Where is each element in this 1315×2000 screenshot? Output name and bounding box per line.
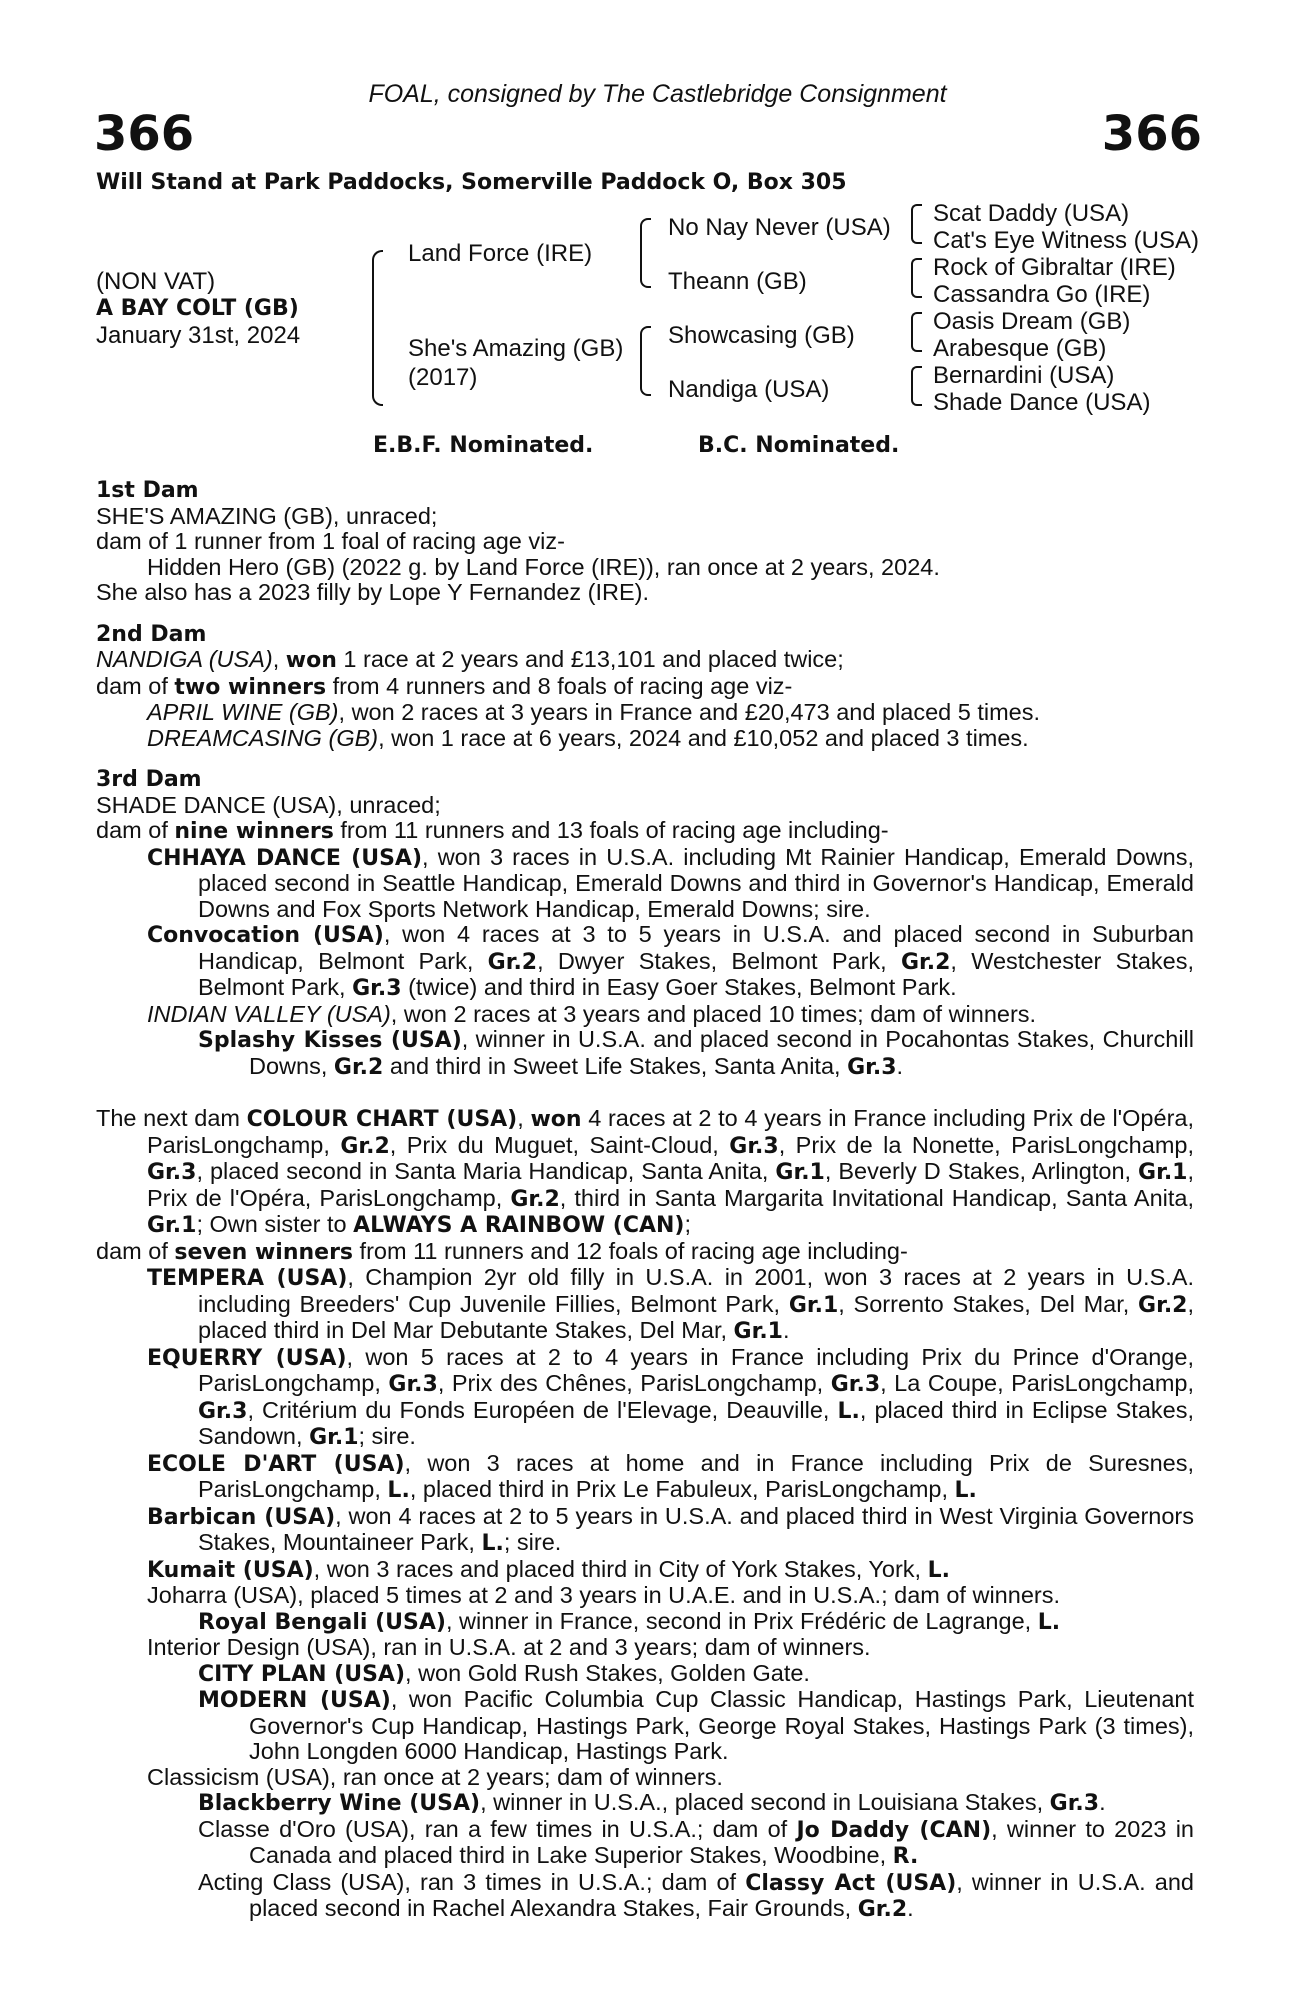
catalogue-body — [96, 478, 1194, 1923]
next-dam-classe-doro: Classe d'Oro (USA), ran a few times in U.S.A.; dam of Jo Daddy (CAN), winner to 2023 in Canada and placed third in Lake Superior Stakes, Woodbine, R. — [198, 1815, 1194, 1869]
first-dam-heading: 1st Dam — [96, 478, 199, 503]
next-dam-interior-design: Interior Design (USA), ran in U.S.A. at 2 and 3 years; dam of winners. — [147, 1634, 871, 1660]
stand-location: Will Stand at Park Paddocks, Somerville Paddock O, Box 305 — [96, 170, 847, 195]
third-dam-splashy-kisses: Splashy Kisses (USA), winner in U.S.A. and placed second in Pocahontas Stakes, Churchill Downs, Gr.2 and third in Sweet Life Stakes, Santa Anita, Gr.3. — [198, 1026, 1194, 1080]
third-dam-chhaya-dance: CHHAYA DANCE (USA), won 3 races in U.S.A. including Mt Rainier Handicap, Emerald Downs, placed second in Seattle Handicap, Emerald Downs and third in Governor's Handicap, Emerald Downs and Fox Sports Network Handicap, Emerald Downs; sire. — [147, 843, 1194, 922]
next-dam-kumait: Kumait (USA), won 3 races and placed third in City of York Stakes, York, L. — [147, 1555, 951, 1583]
pedigree-sire-dam: Theann (GB) — [668, 268, 807, 295]
pedigree-ggs-6: Arabesque (GB) — [933, 335, 1107, 362]
pedigree-brace-dam — [640, 326, 651, 396]
next-dam-classicism: Classicism (USA), ran once at 2 years; dam of winners. — [147, 1763, 723, 1790]
consignment-line: FOAL, consigned by The Castlebridge Consignment — [368, 80, 947, 108]
pedigree-brace-sire — [640, 218, 651, 288]
pedigree-ggs-7: Bernardini (USA) — [933, 362, 1115, 389]
vat-status: (NON VAT) — [96, 268, 216, 295]
third-dam-produce: dam of nine winners from 11 runners and 13 foals of racing age including- — [96, 817, 889, 844]
ebf-nomination: E.B.F. Nominated. — [373, 433, 594, 458]
pedigree-ggs-3: Rock of Gibraltar (IRE) — [933, 254, 1176, 281]
lot-number-right: 366 — [1101, 106, 1202, 162]
second-dam-dreamcasing: DREAMCASING (GB), won 1 race at 6 years, 2024 and £10,052 and placed 3 times. — [147, 724, 1029, 751]
pedigree-brace-g3 — [911, 312, 922, 352]
second-dam-nandiga: NANDIGA (USA), won 1 race at 2 years and £13,101 and placed twice; — [96, 646, 844, 673]
next-dam-royal-bengali: Royal Bengali (USA), winner in France, second in Prix Frédéric de Lagrange, L. — [198, 1607, 1061, 1635]
pedigree-ggs-2: Cat's Eye Witness (USA) — [933, 227, 1199, 254]
pedigree-ggs-4: Cassandra Go (IRE) — [933, 281, 1151, 308]
next-dam-produce: dam of seven winners from 11 runners and 12 foals of racing age including- — [96, 1237, 908, 1265]
next-dam-acting-class: Acting Class (USA), ran 3 times in U.S.A.; dam of Classy Act (USA), winner in U.S.A. and placed second in Rachel Alexandra Stakes, Fair Grounds, Gr.2. — [198, 1868, 1194, 1922]
bc-nomination: B.C. Nominated. — [698, 433, 900, 458]
pedigree-brace-g4 — [911, 366, 922, 406]
next-dam-ecole-dart: ECOLE D'ART (USA), won 3 races at home and in France including Prix de Suresnes, ParisLongchamp, L., placed third in Prix Le Fabuleux, ParisLongchamp, L. — [147, 1449, 1194, 1503]
first-dam-line1: SHE'S AMAZING (GB), unraced; — [96, 502, 438, 529]
second-dam-heading: 2nd Dam — [96, 621, 207, 647]
third-dam-indian-valley: INDIAN VALLEY (USA), won 2 races at 3 years and placed 10 times; dam of winners. — [147, 1000, 1037, 1027]
pedigree-dam: She's Amazing (GB) — [408, 335, 624, 362]
pedigree-ggs-1: Scat Daddy (USA) — [933, 200, 1130, 227]
first-dam-line3: Hidden Hero (GB) (2022 g. by Land Force (IRE)), ran once at 2 years, 2024. — [147, 553, 940, 580]
pedigree-dam-dam: Nandiga (USA) — [668, 376, 830, 403]
next-dam-colour-chart: The next dam COLOUR CHART (USA), won 4 races at 2 to 4 years in France including Prix de l'Opéra, ParisLongchamp, Gr.2, Prix du Muguet, Saint-Cloud, Gr.3, Prix de la Nonette, ParisLongchamp, Gr.3, placed second in Santa Maria Handicap, Santa Anita, Gr.1, Beverly D Stakes, Arlington, Gr.1, Prix de l'Opéra, ParisLongchamp, Gr.2, third in Santa Margarita Invitational Handicap, Santa Anita, Gr.1; Own sister to ALWAYS A RAINBOW (CAN); — [96, 1105, 1195, 1238]
next-dam-modern: MODERN (USA), won Pacific Columbia Cup Classic Handicap, Hastings Park, Lieutenant Governor's Cup Handicap, Hastings Park, George Royal Stakes, Hastings Park (3 times), John Longden 6000 Handicap, Hastings Park. — [198, 1686, 1194, 1764]
next-dam-barbican: Barbican (USA), won 4 races at 2 to 5 years in U.S.A. and placed third in West Virginia Governors Stakes, Mountaineer Park, L.; sire. — [147, 1502, 1195, 1556]
second-dam-april-wine: APRIL WINE (GB), won 2 races at 3 years in France and £20,473 and placed 5 times. — [147, 699, 1041, 725]
next-dam-joharra: Joharra (USA), placed 5 times at 2 and 3 years in U.A.E. and in U.S.A.; dam of winners. — [147, 1582, 1061, 1608]
third-dam-convocation: Convocation (USA), won 4 races at 3 to 5 years in U.S.A. and placed second in Suburban Handicap, Belmont Park, Gr.2, Dwyer Stakes, Belmont Park, Gr.2, Westchester Stakes, Belmont Park, Gr.3 (twice) and third in Easy Goer Stakes, Belmont Park. — [147, 921, 1194, 1001]
first-dam-line4: She also has a 2023 filly by Lope Y Fernandez (IRE). — [96, 579, 650, 605]
pedigree-dam-year: (2017) — [408, 364, 478, 391]
third-dam-line1: SHADE DANCE (USA), unraced; — [96, 791, 441, 818]
next-dam-city-plan: CITY PLAN (USA), won Gold Rush Stakes, Golden Gate. — [198, 1659, 810, 1687]
third-dam-heading: 3rd Dam — [96, 767, 202, 792]
next-dam-blackberry-wine: Blackberry Wine (USA), winner in U.S.A., placed second in Louisiana Stakes, Gr.3. — [198, 1789, 1106, 1816]
second-dam-produce: dam of two winners from 4 runners and 8 foals of racing age viz- — [96, 672, 793, 700]
lot-number-left: 366 — [94, 106, 195, 162]
first-dam-line2: dam of 1 runner from 1 foal of racing age viz- — [96, 528, 565, 554]
pedigree-ggs-8: Shade Dance (USA) — [933, 389, 1151, 416]
foaling-date: January 31st, 2024 — [96, 322, 301, 349]
next-dam-tempera: TEMPERA (USA), Champion 2yr old filly in U.S.A. in 2001, won 3 races at 2 years in U.S.A. including Breeders' Cup Juvenile Fillies, Belmont Park, Gr.1, Sorrento Stakes, Del Mar, Gr.2, placed third in Del Mar Debutante Stakes, Del Mar, Gr.1. — [147, 1264, 1195, 1344]
pedigree-dam-sire: Showcasing (GB) — [668, 322, 855, 349]
pedigree-sire-sire: No Nay Never (USA) — [668, 214, 891, 241]
horse-name: A BAY COLT (GB) — [96, 296, 299, 321]
next-dam-equerry: EQUERRY (USA), won 5 races at 2 to 4 years in France including Prix du Prince d'Orange, ParisLongchamp, Gr.3, Prix des Chênes, ParisLongchamp, Gr.3, La Coupe, ParisLongchamp, Gr.3, Critérium du Fonds Européen de l'Elevage, Deauville, L., placed third in Eclipse Stakes, Sandown, Gr.1; sire. — [147, 1343, 1194, 1450]
pedigree-brace-g1 — [911, 204, 922, 244]
pedigree-sire: Land Force (IRE) — [408, 240, 593, 267]
pedigree-ggs-5: Oasis Dream (GB) — [933, 308, 1131, 335]
pedigree-brace-main — [372, 250, 383, 406]
pedigree-brace-g2 — [911, 258, 922, 298]
